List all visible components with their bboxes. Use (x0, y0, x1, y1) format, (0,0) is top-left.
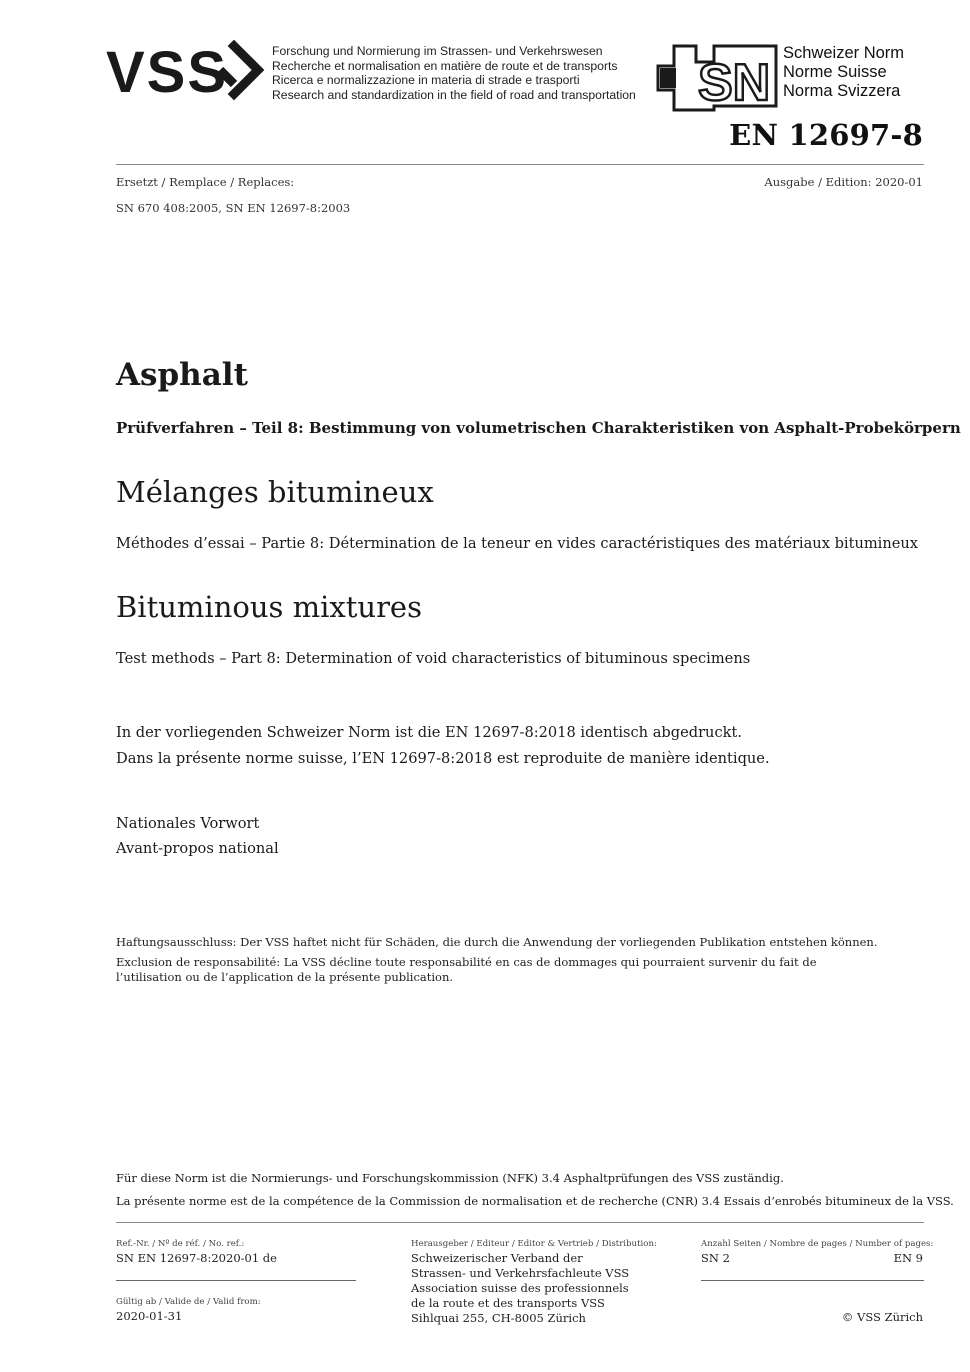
sn-logo-text: SN (698, 54, 771, 112)
replaces-label: Ersetzt / Remplace / Replaces: (116, 175, 295, 189)
committee-de: Für diese Norm ist die Normierungs- und Forschungskommission (NFK) 3.4 Asphaltprüfungen des VSS zuständig. (116, 1171, 784, 1185)
vss-logo (106, 40, 266, 106)
ref-value: SN EN 12697-8:2020-01 de (116, 1251, 277, 1265)
copyright: © VSS Zürich (841, 1310, 923, 1324)
subtitle-de: Prüfverfahren – Teil 8: Bestimmung von volumetrischen Charakteristiken von Asphalt-Probekörpern (116, 419, 961, 437)
sn-label-it: Norma Svizzera (783, 82, 901, 100)
publisher-address (411, 1251, 629, 1326)
vss-tagline-en: Research and standardization in the field of road and transportation (272, 87, 636, 102)
ref-label: Ref.-Nr. / Nº de réf. / No. ref.: (116, 1239, 245, 1249)
title-fr: Mélanges bitumineux (116, 475, 434, 509)
committee-fr: La présente norme est de la compétence de la Commission de normalisation et de recherche (CNR) 3.4 Essais d’enrobés bitumineux de la VSS. (116, 1194, 954, 1208)
vss-tagline (272, 44, 636, 102)
publisher-line: de la route et des transports VSS (411, 1296, 605, 1310)
subtitle-fr: Méthodes d’essai – Partie 8: Détermination de la teneur en vides caractéristiques des matériaux bitumineux (116, 535, 919, 552)
disclaimer-de: Haftungsausschluss: Der VSS haftet nicht für Schäden, die durch die Anwendung der vorliegenden Publikation entstehen können. (116, 935, 878, 949)
foreword-de: Nationales Vorwort (116, 815, 260, 832)
valid-from-value: 2020-01-31 (116, 1309, 183, 1323)
vss-logo-text: VSS (106, 40, 229, 102)
vss-tagline-de: Forschung und Normierung im Strassen- und Verkehrswesen (272, 44, 603, 58)
foreword-fr: Avant-propos national (116, 840, 279, 857)
title-de: Asphalt (116, 357, 248, 393)
publisher-line: Schweizerischer Verband der (411, 1251, 583, 1265)
identical-note-de: In der vorliegenden Schweizer Norm ist die EN 12697-8:2018 identisch abgedruckt. (116, 724, 742, 741)
sn-logo (656, 44, 778, 118)
standard-number: EN 12697-8 (729, 118, 923, 152)
vss-tagline-it: Ricerca e normalizzazione in materia di strade e trasporti (272, 73, 580, 87)
header-divider (116, 164, 924, 165)
vss-tagline-fr: Recherche et normalisation en matière de route et de transports (272, 58, 618, 73)
sn-label-de: Schweizer Norm (783, 44, 905, 62)
title-en: Bituminous mixtures (116, 590, 422, 624)
publisher-label: Herausgeber / Editeur / Editor & Vertrieb / Distribution: (411, 1239, 657, 1249)
disclaimer-fr: Exclusion de responsabilité: La VSS décline toute responsabilité en cas de dommages qui pourraient survenir du fait de l’utilisation ou de l’application de la présente publication. (116, 955, 817, 984)
publisher-line: Sihlquai 255, CH-8005 Zürich (411, 1311, 586, 1325)
publisher-line: Association suisse des professionnels (411, 1281, 629, 1295)
footer-divider (116, 1222, 924, 1223)
sn-label (783, 44, 904, 101)
edition: Ausgabe / Edition: 2020-01 (764, 175, 923, 189)
identical-note-fr: Dans la présente norme suisse, l’EN 12697-8:2018 est reproduite de manière identique. (116, 750, 770, 767)
publisher-line: Strassen- und Verkehrsfachleute VSS (411, 1266, 630, 1280)
pages-en: EN 9 (893, 1251, 923, 1265)
pages-divider (701, 1280, 924, 1281)
pages-sn: SN 2 (701, 1251, 730, 1265)
sn-label-fr: Norme Suisse (783, 63, 887, 81)
ref-divider (116, 1280, 356, 1281)
subtitle-en: Test methods – Part 8: Determination of void characteristics of bituminous specimens (116, 650, 751, 667)
replaces-value: SN 670 408:2005, SN EN 12697-8:2003 (116, 201, 351, 215)
pages-label: Anzahl Seiten / Nombre de pages / Number of pages: (701, 1239, 934, 1249)
valid-from-label: Gültig ab / Valide de / Valid from: (116, 1297, 261, 1307)
